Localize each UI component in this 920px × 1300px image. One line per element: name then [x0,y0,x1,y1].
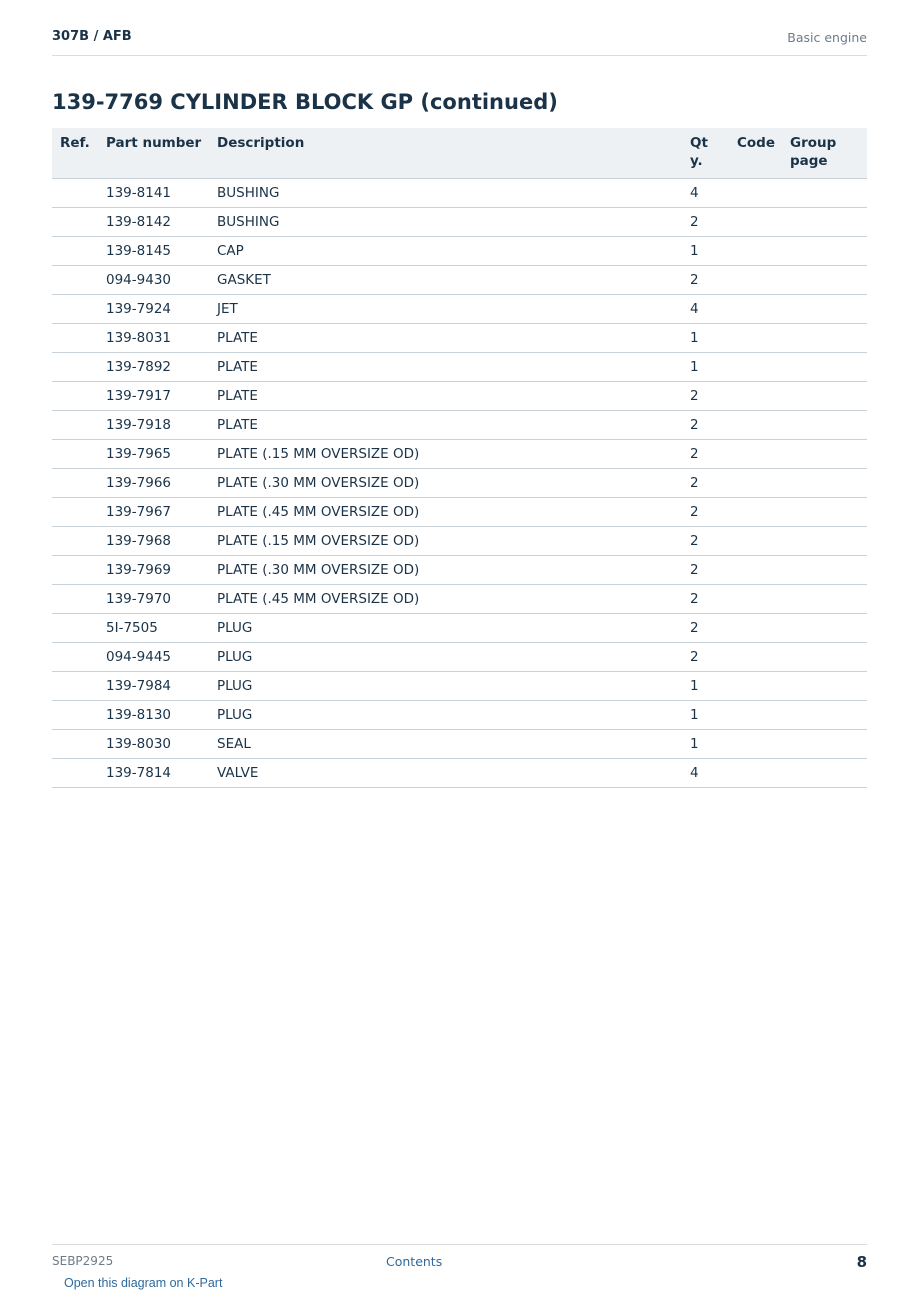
parts-table [52,128,867,788]
col-ref: Ref. [52,128,98,179]
cell-code [729,759,782,788]
cell-group-page [782,353,867,382]
cell-qty: 2 [682,556,729,585]
section-label: Basic engine [787,30,867,45]
cell-qty: 2 [682,411,729,440]
cell-description: JET [209,295,682,324]
page-title [52,90,558,114]
table-row [52,556,867,585]
table-row [52,295,867,324]
cell-part-number[interactable]: 094-9430 [98,266,209,295]
cell-code [729,208,782,237]
cell-code [729,556,782,585]
cell-part-number[interactable]: 139-7966 [98,469,209,498]
cell-part-number[interactable]: 139-7984 [98,672,209,701]
cell-part-number[interactable]: 139-7814 [98,759,209,788]
table-row [52,614,867,643]
cell-group-page [782,469,867,498]
cell-qty: 2 [682,498,729,527]
table-row [52,440,867,469]
cell-part-number[interactable]: 139-7917 [98,382,209,411]
cell-group-page [782,759,867,788]
cell-part-number[interactable]: 139-7970 [98,585,209,614]
cell-qty: 2 [682,585,729,614]
cell-ref [52,614,98,643]
cell-group-page [782,701,867,730]
cell-ref [52,527,98,556]
cell-description: GASKET [209,266,682,295]
page-number: 8 [856,1253,867,1271]
cell-code [729,179,782,208]
cell-description: PLUG [209,643,682,672]
cell-group-page [782,730,867,759]
cell-qty: 1 [682,324,729,353]
cell-qty: 2 [682,208,729,237]
cell-group-page [782,527,867,556]
cell-qty: 2 [682,643,729,672]
cell-part-number[interactable]: 139-8031 [98,324,209,353]
cell-description: PLATE (.45 MM OVERSIZE OD) [209,498,682,527]
cell-code [729,672,782,701]
cell-code [729,382,782,411]
table-row [52,701,867,730]
cell-code [729,701,782,730]
cell-description: PLATE [209,382,682,411]
cell-description: PLATE [209,411,682,440]
cell-qty: 2 [682,440,729,469]
cell-description: PLATE (.15 MM OVERSIZE OD) [209,440,682,469]
table-row [52,324,867,353]
cell-code [729,353,782,382]
col-group-page: Group page [782,128,867,179]
cell-ref [52,179,98,208]
table-row [52,237,867,266]
cell-qty: 1 [682,237,729,266]
table-row [52,759,867,788]
cell-part-number[interactable]: 139-7924 [98,295,209,324]
cell-group-page [782,179,867,208]
cell-part-number[interactable]: 5I-7505 [98,614,209,643]
col-description: Description [209,128,682,179]
table-row [52,382,867,411]
cell-ref [52,440,98,469]
cell-ref [52,643,98,672]
cell-part-number[interactable]: 139-8030 [98,730,209,759]
cell-group-page [782,498,867,527]
document-id: SEBP2925 [52,1254,114,1268]
cell-group-page [782,324,867,353]
cell-code [729,295,782,324]
model-label: 307B / AFB [52,29,132,44]
cell-description: BUSHING [209,208,682,237]
table-row [52,730,867,759]
kpart-link[interactable]: Open this diagram on K-Part [64,1276,223,1290]
cell-description: PLATE (.15 MM OVERSIZE OD) [209,527,682,556]
cell-code [729,643,782,672]
cell-group-page [782,382,867,411]
title-suffix: (continued) [420,90,558,114]
cell-code [729,469,782,498]
cell-group-page [782,585,867,614]
cell-ref [52,701,98,730]
cell-part-number[interactable]: 094-9445 [98,643,209,672]
cell-part-number[interactable]: 139-8130 [98,701,209,730]
cell-group-page [782,295,867,324]
cell-qty: 1 [682,730,729,759]
cell-ref [52,498,98,527]
cell-ref [52,730,98,759]
cell-ref [52,353,98,382]
cell-ref [52,672,98,701]
cell-ref [52,585,98,614]
table-row [52,469,867,498]
cell-description: PLATE [209,353,682,382]
cell-qty: 1 [682,353,729,382]
cell-description: SEAL [209,730,682,759]
cell-part-number[interactable]: 139-7918 [98,411,209,440]
cell-qty: 4 [682,295,729,324]
cell-description: CAP [209,237,682,266]
cell-qty: 2 [682,266,729,295]
table-row [52,498,867,527]
cell-group-page [782,643,867,672]
cell-description: PLATE (.30 MM OVERSIZE OD) [209,556,682,585]
cell-part-number[interactable]: 139-7967 [98,498,209,527]
cell-code [729,324,782,353]
cell-ref [52,208,98,237]
cell-part-number[interactable]: 139-8142 [98,208,209,237]
cell-group-page [782,266,867,295]
cell-description: PLUG [209,701,682,730]
table-row [52,672,867,701]
cell-group-page [782,672,867,701]
cell-ref [52,266,98,295]
cell-description: PLUG [209,672,682,701]
cell-group-page [782,237,867,266]
table-header-row [52,128,867,179]
table-row [52,527,867,556]
cell-group-page [782,411,867,440]
col-code: Code [729,128,782,179]
cell-description: PLATE (.30 MM OVERSIZE OD) [209,469,682,498]
cell-description: VALVE [209,759,682,788]
cell-description: PLUG [209,614,682,643]
cell-qty: 2 [682,469,729,498]
cell-ref [52,295,98,324]
table-row [52,411,867,440]
page-header [52,28,867,56]
cell-part-number[interactable]: 139-7892 [98,353,209,382]
cell-code [729,440,782,469]
cell-code [729,237,782,266]
cell-ref [52,411,98,440]
cell-part-number[interactable]: 139-8145 [98,237,209,266]
cell-code [729,498,782,527]
table-row [52,585,867,614]
cell-qty: 2 [682,614,729,643]
cell-ref [52,237,98,266]
table-row [52,353,867,382]
table-row [52,266,867,295]
cell-part-number[interactable]: 139-7969 [98,556,209,585]
cell-description: PLATE (.45 MM OVERSIZE OD) [209,585,682,614]
cell-description: BUSHING [209,179,682,208]
cell-code [729,614,782,643]
cell-qty: 1 [682,672,729,701]
cell-code [729,411,782,440]
cell-qty: 4 [682,179,729,208]
contents-link[interactable]: Contents [386,1254,443,1269]
cell-qty: 2 [682,527,729,556]
group-title: 139-7769 CYLINDER BLOCK GP [52,90,414,114]
cell-code [729,266,782,295]
cell-ref [52,556,98,585]
cell-part-number[interactable]: 139-7968 [98,527,209,556]
table-row [52,179,867,208]
cell-qty: 4 [682,759,729,788]
col-part-number: Part number [98,128,209,179]
cell-ref [52,469,98,498]
cell-ref [52,382,98,411]
cell-code [729,585,782,614]
cell-code [729,730,782,759]
cell-description: PLATE [209,324,682,353]
cell-ref [52,324,98,353]
cell-group-page [782,614,867,643]
cell-group-page [782,556,867,585]
table-row [52,643,867,672]
cell-group-page [782,440,867,469]
cell-part-number[interactable]: 139-8141 [98,179,209,208]
cell-code [729,527,782,556]
cell-group-page [782,208,867,237]
col-qty: Qty. [682,128,729,179]
cell-part-number[interactable]: 139-7965 [98,440,209,469]
cell-qty: 2 [682,382,729,411]
table-row [52,208,867,237]
cell-qty: 1 [682,701,729,730]
cell-ref [52,759,98,788]
